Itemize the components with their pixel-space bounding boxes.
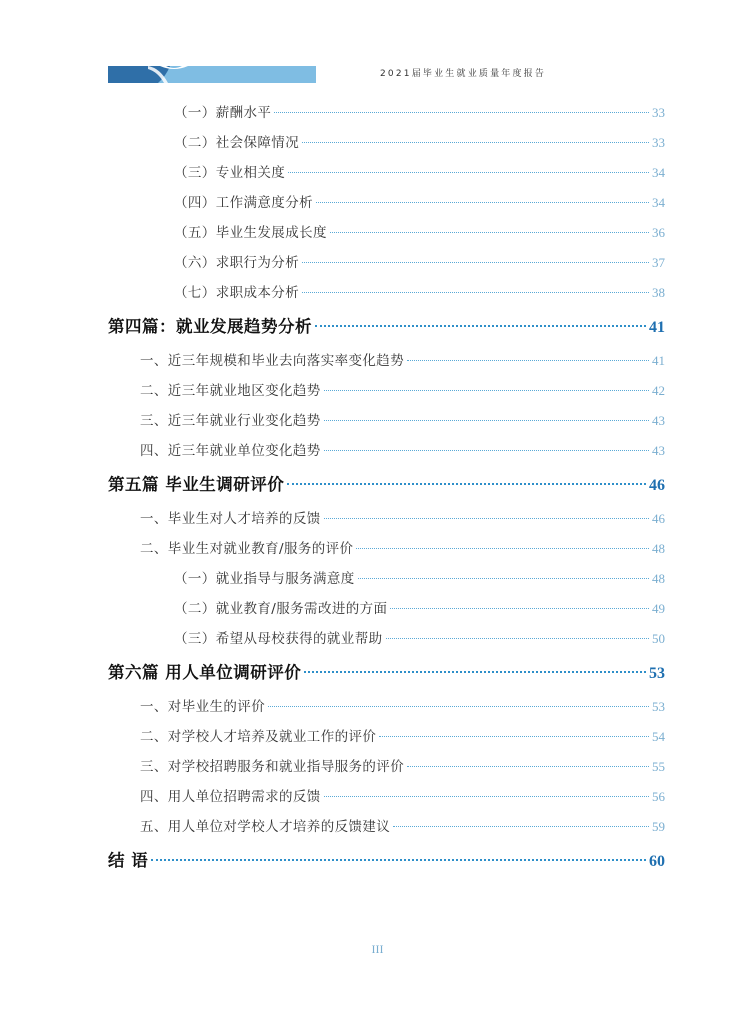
dot-leader — [407, 766, 649, 767]
toc-entry[interactable] — [174, 567, 665, 587]
dot-leader — [390, 608, 649, 609]
dot-leader — [302, 262, 649, 263]
dot-leader — [386, 638, 650, 639]
toc-entry-label: （三）希望从母校获得的就业帮助 — [174, 631, 383, 647]
toc-entry[interactable] — [108, 847, 665, 871]
toc-entry[interactable] — [140, 349, 665, 369]
toc-entry-label: （一）薪酬水平 — [174, 105, 272, 121]
toc-entry[interactable] — [174, 131, 665, 151]
toc-entry-page: 43 — [652, 443, 665, 458]
toc-entry-page: 33 — [652, 135, 665, 150]
dot-leader — [324, 390, 649, 391]
toc-entry-page: 53 — [649, 665, 665, 682]
toc-entry-page: 54 — [652, 729, 665, 744]
toc-entry[interactable] — [174, 221, 665, 241]
toc-entry-label: 三、近三年就业行业变化趋势 — [140, 413, 321, 429]
dot-leader — [302, 292, 649, 293]
toc-entry[interactable] — [174, 281, 665, 301]
toc-entry-page: 33 — [652, 105, 665, 120]
toc-entry-page: 34 — [652, 165, 665, 180]
toc-entry[interactable] — [174, 597, 665, 617]
toc-entry-label: 四、用人单位招聘需求的反馈 — [140, 789, 321, 805]
dot-leader — [268, 706, 649, 707]
toc-entry-label: 第四篇：就业发展趋势分析 — [108, 317, 312, 336]
dot-leader — [302, 142, 649, 143]
toc-entry[interactable] — [140, 725, 665, 745]
toc-entry[interactable] — [108, 313, 665, 337]
toc-entry-label: 二、近三年就业地区变化趋势 — [140, 383, 321, 399]
dot-leader — [407, 360, 649, 361]
toc-entry[interactable] — [140, 409, 665, 429]
toc-entry-page: 46 — [652, 511, 665, 526]
dot-leader — [287, 483, 646, 485]
dot-leader — [324, 796, 649, 797]
toc-entry-page: 46 — [649, 477, 665, 494]
toc-entry-page: 37 — [652, 255, 665, 270]
dot-leader — [151, 859, 646, 861]
toc-entry-page: 38 — [652, 285, 665, 300]
dot-leader — [315, 325, 646, 327]
toc-entry[interactable] — [108, 471, 665, 495]
toc-entry-page: 60 — [649, 853, 665, 870]
toc-entry-label: 五、用人单位对学校人才培养的反馈建议 — [140, 819, 391, 835]
toc-entry-page: 42 — [652, 383, 665, 398]
toc-entry-label: （五）毕业生发展成长度 — [174, 225, 327, 241]
dot-leader — [393, 826, 649, 827]
toc-entry[interactable] — [174, 161, 665, 181]
toc-entry-page: 55 — [652, 759, 665, 774]
dot-leader — [324, 518, 649, 519]
toc-entry-page: 50 — [652, 631, 665, 646]
toc-entry-page: 48 — [652, 541, 665, 556]
toc-entry[interactable] — [140, 439, 665, 459]
toc-entry-page: 56 — [652, 789, 665, 804]
toc-entry-page: 59 — [652, 819, 665, 834]
page-number: III — [371, 942, 384, 956]
dot-leader — [288, 172, 649, 173]
toc-entry[interactable] — [174, 627, 665, 647]
toc-entry-label: 二、毕业生对就业教育/服务的评价 — [140, 541, 354, 557]
header-title: 2021届毕业生就业质量年度报告 — [380, 69, 547, 79]
toc-entry-page: 48 — [652, 571, 665, 586]
toc-entry-page: 49 — [652, 601, 665, 616]
dot-leader — [358, 578, 649, 579]
toc-entry-label: （四）工作满意度分析 — [174, 195, 313, 211]
toc-entry-label: 四、近三年就业单位变化趋势 — [140, 443, 321, 459]
toc-entry[interactable] — [140, 507, 665, 527]
dot-leader — [324, 450, 649, 451]
toc-entry-label: （三）专业相关度 — [174, 165, 286, 181]
toc-entry-label: （七）求职成本分析 — [174, 285, 300, 301]
toc-entry-label: （六）求职行为分析 — [174, 255, 300, 271]
toc-entry-label: 一、对毕业生的评价 — [140, 699, 266, 715]
toc-entry[interactable] — [140, 815, 665, 835]
dot-leader — [274, 112, 649, 113]
toc-entry-page: 34 — [652, 195, 665, 210]
toc-entry-label: 第五篇 毕业生调研评价 — [108, 475, 285, 494]
toc-entry-page: 43 — [652, 413, 665, 428]
toc-entry-label: 二、对学校人才培养及就业工作的评价 — [140, 729, 377, 745]
toc-entry[interactable] — [140, 379, 665, 399]
dot-leader — [324, 420, 649, 421]
toc-entry[interactable] — [174, 191, 665, 211]
toc-entry-page: 41 — [652, 353, 665, 368]
toc-entry[interactable] — [140, 785, 665, 805]
toc-entry-label: 结 语 — [108, 851, 149, 870]
toc-entry-page: 41 — [649, 319, 665, 336]
toc-entry[interactable] — [108, 659, 665, 683]
toc-entry[interactable] — [174, 251, 665, 271]
dot-leader — [356, 548, 649, 549]
toc-entry[interactable] — [174, 101, 665, 121]
dot-leader — [379, 736, 649, 737]
dot-leader — [304, 671, 646, 673]
toc-entry[interactable] — [140, 755, 665, 775]
toc-entry-label: （二）社会保障情况 — [174, 135, 300, 151]
toc-entry-page: 53 — [652, 699, 665, 714]
dot-leader — [330, 232, 649, 233]
toc-entry-label: 三、对学校招聘服务和就业指导服务的评价 — [140, 759, 405, 775]
dot-leader — [316, 202, 649, 203]
toc-entry-label: （二）就业教育/服务需改进的方面 — [174, 601, 388, 617]
toc-entry-label: （一）就业指导与服务满意度 — [174, 571, 355, 587]
toc-entry-label: 一、近三年规模和毕业去向落实率变化趋势 — [140, 353, 405, 369]
toc-entry-label: 第六篇 用人单位调研评价 — [108, 663, 302, 682]
toc-entry-page: 36 — [652, 225, 665, 240]
toc-entry-label: 一、毕业生对人才培养的反馈 — [140, 511, 321, 527]
toc-entry[interactable] — [140, 695, 665, 715]
toc-entry[interactable] — [140, 537, 665, 557]
